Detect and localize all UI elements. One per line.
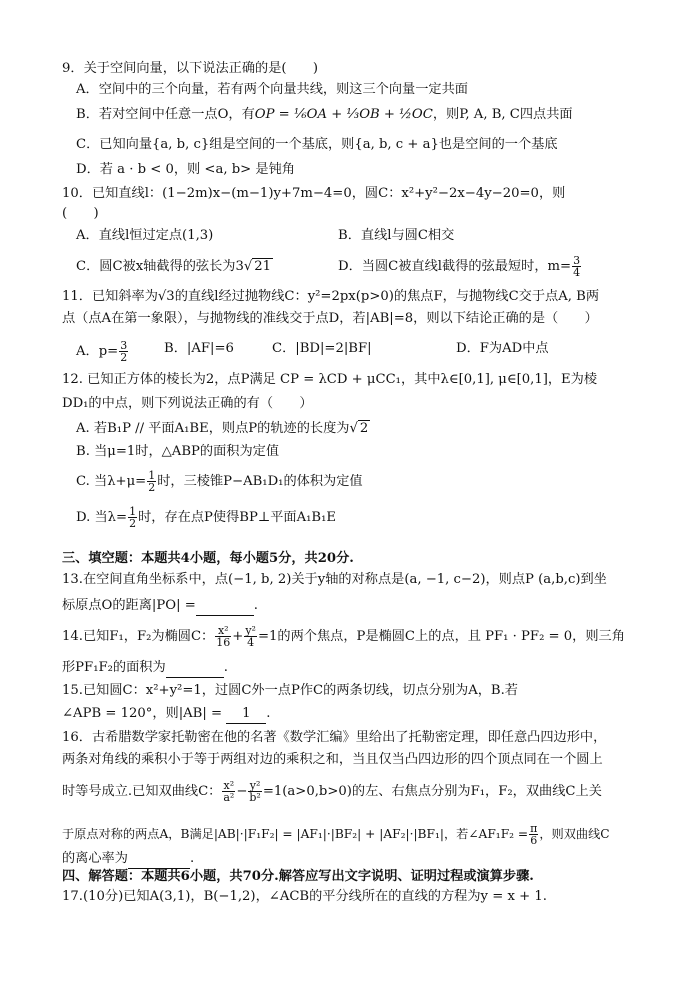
q12-option-a: A. 若B₁P // 平面A₁BE，则点P的轨迹的长度为√ 2: [76, 421, 369, 436]
q10-option-d: D．当圆C被直线l截得的弦最短时，m= $\frac{3}{4}$: [338, 254, 581, 279]
q9-stem: 9．关于空间向量，以下说法正确的是( ): [62, 61, 319, 76]
q11-option-b: B．|AF|=6: [164, 341, 234, 356]
q10-option-b: B．直线l与圆C相交: [338, 228, 455, 243]
q11-option-d: D．F为AD中点: [456, 341, 549, 356]
q12-option-b: B. 当μ=1时，△ABP的面积为定值: [76, 444, 280, 459]
q9-option-c: C．已知向量{a, b, c}组是空间的一个基底，则{a, b, c + a}也是空间的一个基底: [76, 137, 558, 152]
q15-answer: 1: [226, 705, 266, 724]
q9-vector-expression: OP = ⅙OA + ⅓OB + ½OC: [254, 107, 433, 122]
q10-stem: 10．已知直线l：(1−2m)x−(m−1)y+7m−4=0，圆C：x²+y²−2x−4y−20=0，则: [62, 186, 566, 201]
q9-option-b: B．若对空间中任意一点O，有OP = ⅙OA + ⅓OB + ½OC，则P, A, B, C四点共面: [76, 107, 573, 122]
q9-option-d: D．若 a · b < 0，则 <a, b> 是钝角: [76, 162, 295, 177]
q10-option-c: C．圆C被x轴截得的弦长为3√ 21: [76, 259, 272, 274]
section-3-heading: 三、填空题：本题共4小题，每小题5分，共20分.: [62, 551, 354, 566]
q15-line1: 15.已知圆C：x²+y²=1，过圆C外一点P作C的两条切线，切点分别为A，B.若: [62, 683, 518, 698]
q16-line5: 的离心率为 .: [62, 850, 194, 869]
q9-option-a: A．空间中的三个向量，若有两个向量共线，则这三个向量一定共面: [76, 82, 468, 97]
q12-line1: 12. 已知正方体的棱长为2，点P满足 CP = λCD + μCC₁，其中λ∈[0,1], μ∈[0,1]，E为棱: [62, 372, 598, 387]
section-4-heading: 四、解答题：本题共6小题，共70分.解答应写出文字说明、证明过程或演算步骤.: [62, 869, 534, 884]
q13-line1: 13.在空间直角坐标系中，点(−1, b, 2)关于y轴的对称点是(a, −1, c−2)，则点P (a,b,c)到坐: [62, 572, 607, 587]
q10-option-a: A．直线l恒过定点(1,3): [76, 228, 214, 243]
q11-line1: 11．已知斜率为√3的直线l经过抛物线C：y²=2px(p>0)的焦点F，与抛物线C交于点A, B两: [62, 289, 600, 304]
q11-option-a: A．p= $\frac{3}{2}$: [76, 339, 128, 364]
q14-line1: 14.已知F₁，F₂为椭圆C： $\frac{\text{x²}}{16}$ + $\frac{\text{y²}}{4}$ =1的两个焦点，P是椭圆C上的点，且 PF₁ · PF₂ = 0，则三角: [62, 624, 625, 649]
q11-option-c: C．|BD|=2|BF|: [272, 341, 372, 356]
q14-line2: 形PF₁F₂的面积为 .: [62, 659, 228, 678]
q14-answer-blank: [166, 659, 224, 678]
q15-line2: ∠APB = 120°，则|AB| = 1 .: [62, 705, 270, 724]
q16-answer-blank: [128, 850, 190, 869]
q16-line1: 16．古希腊数学家托勒密在他的名著《数学汇编》里给出了托勒密定理，即任意凸四边形中，: [62, 730, 607, 745]
q17-stem: 17.(10分)已知A(3,1)，B(−1,2)，∠ACB的平分线所在的直线的方程为y = x + 1.: [62, 889, 547, 904]
q16-line2: 两条对角线的乘积小于等于两组对边的乘积之和，当且仅当凸四边形的四个顶点同在一个圆上: [62, 752, 603, 767]
q12-option-c: C. 当λ+μ= $\frac{1}{2}$ 时，三棱锥P−AB₁D₁的体积为定值: [76, 469, 363, 494]
q11-line2: 点（点A在第一象限），与抛物线的准线交于点D，若|AB|=8，则以下结论正确的是（ ）: [62, 311, 598, 326]
q10-paren: ( ): [62, 206, 99, 221]
q13-line2: 标原点O的距离|PO| = .: [62, 597, 258, 616]
q16-line4: 于原点对称的两点A，B满足|AB|·|F₁F₂| = |AF₁|·|BF₂| + |AF₂|·|BF₁|，若∠AF₁F₂ = $\frac{\pi}{6}$ ，则双曲线C: [62, 822, 610, 847]
q16-line3: 时等号成立.已知双曲线C： $\frac{\text{x²}}{\text{a²}}$ − $\frac{\text{y²}}{\text{b²}}$ =1(a>0,b>0)的左、右焦点分别为F₁，F₂，双曲线C上关: [62, 779, 602, 804]
q12-option-d: D. 当λ= $\frac{1}{2}$ 时，存在点P使得BP⊥平面A₁B₁E: [76, 505, 337, 530]
q12-line2: DD₁的中点，则下列说法正确的有（ ）: [62, 396, 313, 411]
q13-answer-blank: [196, 597, 254, 616]
